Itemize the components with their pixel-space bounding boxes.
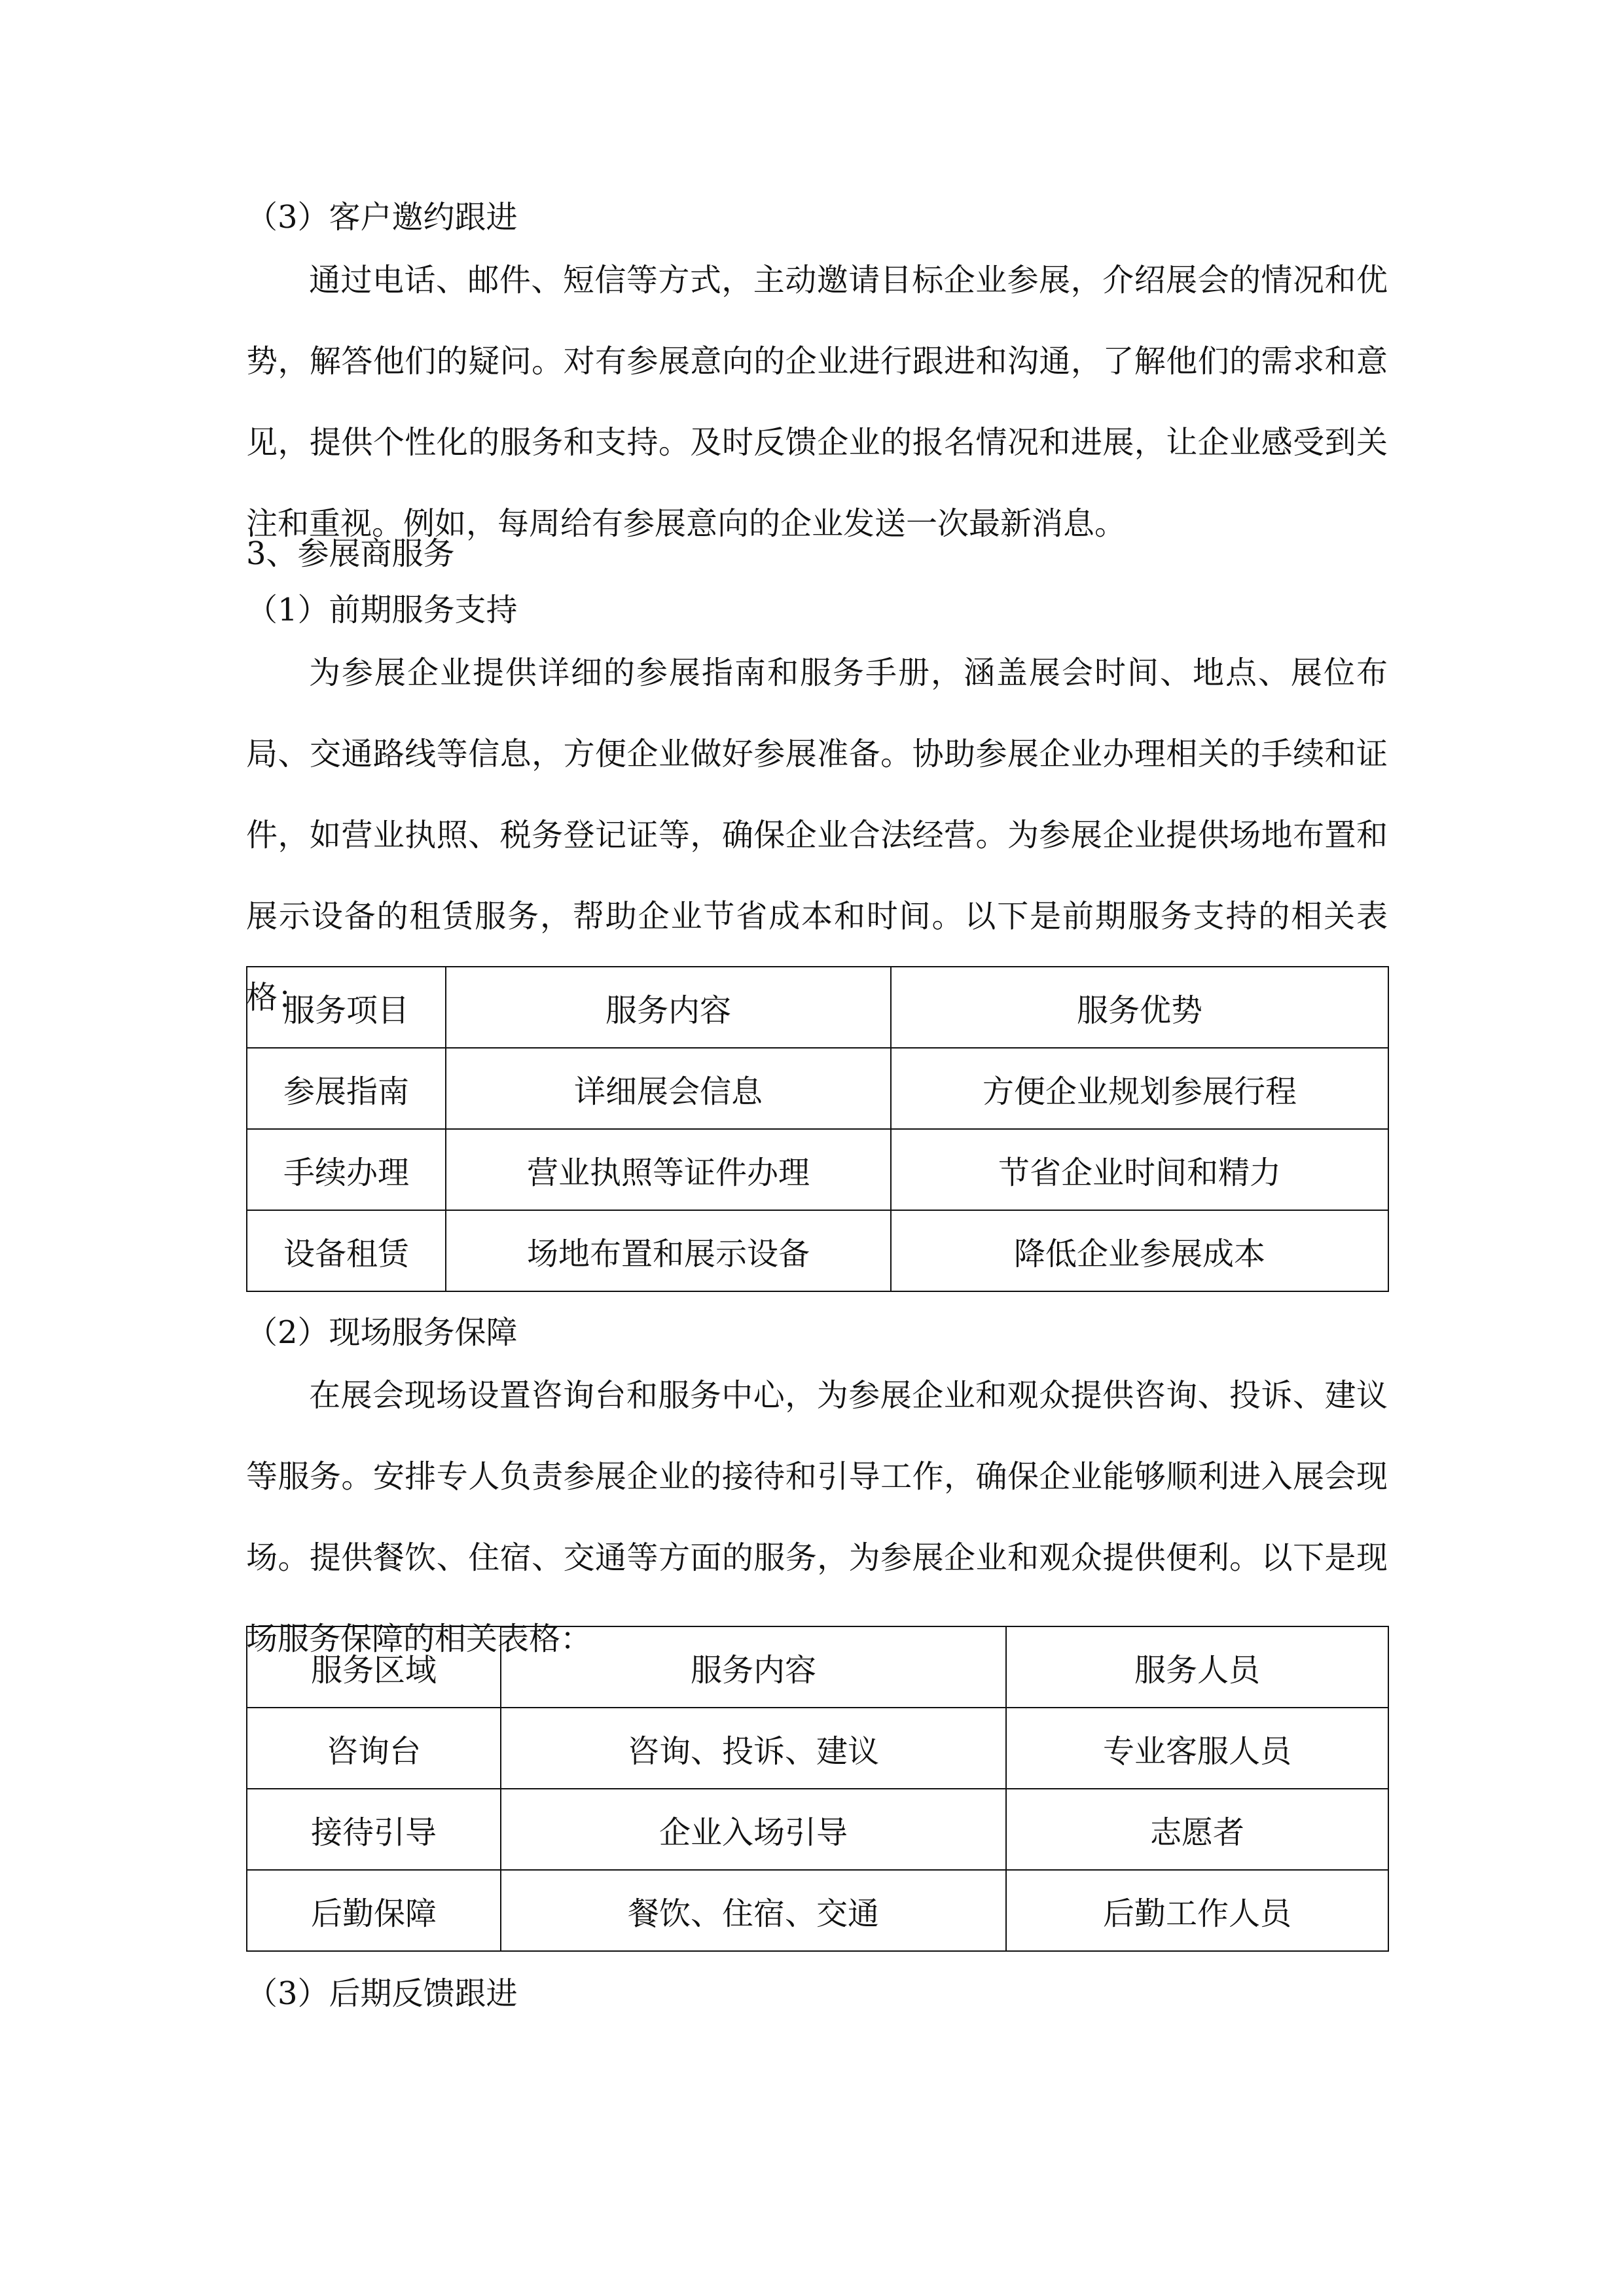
table-cell: 咨询台 <box>247 1708 501 1789</box>
table-cell: 方便企业规划参展行程 <box>891 1048 1388 1129</box>
table-header-cell: 服务内容 <box>446 967 891 1048</box>
table-cell: 节省企业时间和精力 <box>891 1129 1388 1210</box>
table-row <box>247 1129 1388 1210</box>
table-row <box>247 1708 1388 1789</box>
table-header-row <box>247 1626 1388 1708</box>
invite-paragraph: 通过电话、邮件、短信等方式，主动邀请目标企业参展，介绍展会的情况和优势，解答他们的疑问。对有参展意向的企业进行跟进和沟通，了解他们的需求和意见，提供个性化的服务和支持。及时反馈企业的报名情况和进展，让企业感受到关注和重视。例如，每周给有参展意向的企业发送一次最新消息。 <box>246 262 1388 542</box>
table-row <box>247 1870 1388 1951</box>
table-header-cell: 服务人员 <box>1006 1626 1388 1708</box>
table-cell: 咨询、投诉、建议 <box>501 1708 1006 1789</box>
table-cell: 志愿者 <box>1006 1789 1388 1870</box>
table-row <box>247 1048 1388 1129</box>
table-cell: 营业执照等证件办理 <box>446 1129 891 1210</box>
table-row <box>247 1210 1388 1291</box>
table-header-row <box>247 967 1388 1048</box>
table-cell: 设备租赁 <box>247 1210 446 1291</box>
table-cell: 餐饮、住宿、交通 <box>501 1870 1006 1951</box>
table-header-cell: 服务项目 <box>247 967 446 1048</box>
table-header-cell: 服务优势 <box>891 967 1388 1048</box>
onsite-service-table <box>246 1626 1389 1952</box>
table-cell: 参展指南 <box>247 1048 446 1129</box>
table-cell: 手续办理 <box>247 1129 446 1210</box>
exhibitor-service-heading: 3、参展商服务 <box>246 535 455 572</box>
table-cell: 后勤工作人员 <box>1006 1870 1388 1951</box>
table-header-cell: 服务内容 <box>501 1626 1006 1708</box>
table-cell: 接待引导 <box>247 1789 501 1870</box>
table-cell: 后勤保障 <box>247 1870 501 1951</box>
table-cell: 降低企业参展成本 <box>891 1210 1388 1291</box>
table-row <box>247 1789 1388 1870</box>
table-cell: 企业入场引导 <box>501 1789 1006 1870</box>
table-cell: 专业客服人员 <box>1006 1708 1388 1789</box>
table-header-cell: 服务区域 <box>247 1626 501 1708</box>
table-cell: 详细展会信息 <box>446 1048 891 1129</box>
pre-service-table <box>246 966 1389 1292</box>
table-cell: 场地布置和展示设备 <box>446 1210 891 1291</box>
pre-service-heading: （1）前期服务支持 <box>246 592 518 628</box>
onsite-service-paragraph: 在展会现场设置咨询台和服务中心，为参展企业和观众提供咨询、投诉、建议等服务。安排专人负责参展企业的接待和引导工作，确保企业能够顺利进入展会现场。提供餐饮、住宿、交通等方面的服务，为参展企业和观众提供便利。以下是现场服务保障的相关表格： <box>246 1377 1388 1657</box>
followup-heading: （3）后期反馈跟进 <box>246 1975 518 2012</box>
invite-heading: （3）客户邀约跟进 <box>246 199 518 236</box>
pre-service-paragraph: 为参展企业提供详细的参展指南和服务手册，涵盖展会时间、地点、展位布局、交通路线等信息，方便企业做好参展准备。协助参展企业办理相关的手续和证件，如营业执照、税务登记证等，确保企业合法经营。为参展企业提供场地布置和展示设备的租赁服务，帮助企业节省成本和时间。以下是前期服务支持的相关表格： <box>246 655 1388 1016</box>
onsite-service-heading: （2）现场服务保障 <box>246 1314 518 1351</box>
